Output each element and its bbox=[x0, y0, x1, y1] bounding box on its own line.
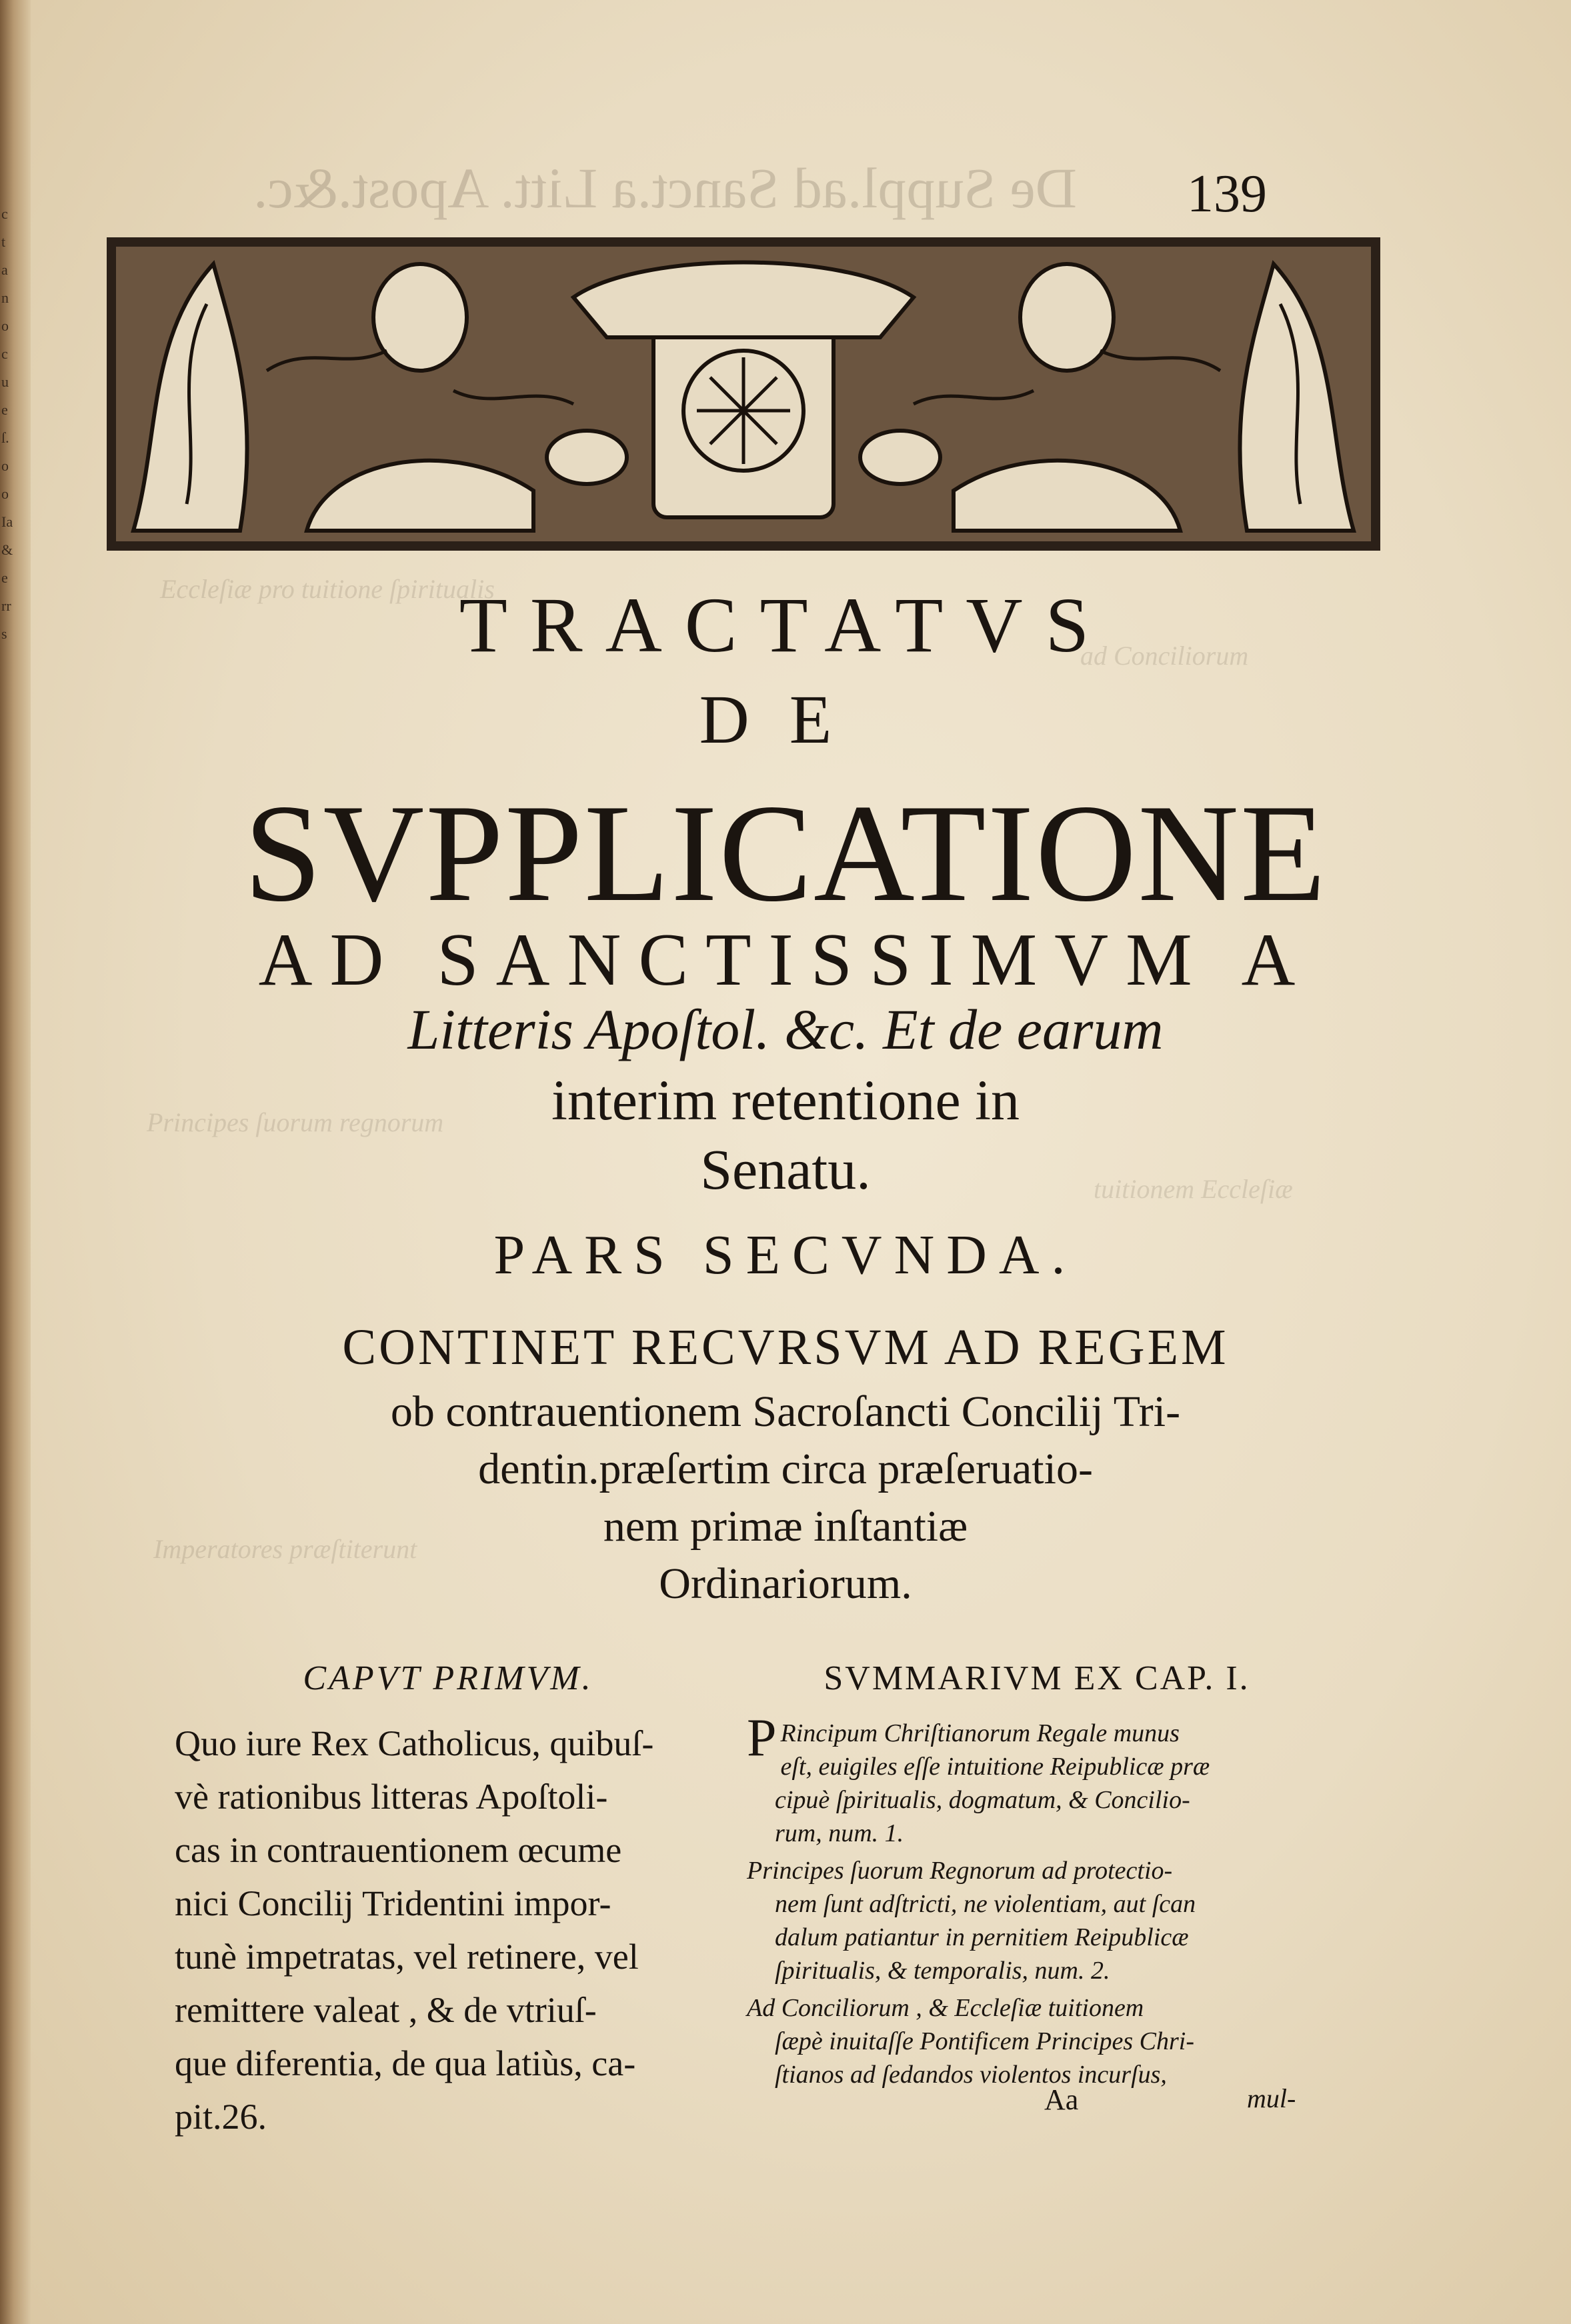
gutter-mark: rr bbox=[1, 597, 11, 614]
gutter-mark: o bbox=[1, 457, 9, 474]
entry-line: Rincipum Chriſtianorum Regale munus bbox=[780, 1719, 1180, 1747]
summary-entry bbox=[747, 1709, 1327, 1850]
page-number: 139 bbox=[1187, 165, 1267, 223]
catchword: mul- bbox=[1247, 2083, 1296, 2113]
entry-line: dalum patiantur in pernitiem Reipublicæ bbox=[775, 1923, 1189, 1951]
show-through-text: Eccleſiæ pro tuitione ſpiritualis bbox=[160, 574, 495, 604]
entry-line: nem ſunt adſtricti, ne violentiam, aut ſcan bbox=[775, 1890, 1196, 1918]
pars-secunda-heading: PARS SECVNDA. bbox=[493, 1224, 1078, 1286]
gutter-mark: t bbox=[1, 233, 6, 250]
entry-line: Ad Conciliorum , & Eccleſiæ tuitionem bbox=[747, 1994, 1144, 2022]
summarium-heading: SVMMARIVM EX CAP. I. bbox=[824, 1659, 1250, 1697]
continet-heading: CONTINET RECVRSVM AD REGEM bbox=[342, 1319, 1229, 1375]
signature-mark: Aa bbox=[1044, 2083, 1079, 2116]
title-ad-sanctissimum: AD SANCTISSIMVM A bbox=[258, 919, 1313, 1001]
show-through-text: Imperatores præſtiterunt bbox=[153, 1534, 417, 1564]
entry-line: cipuè ſpiritualis, dogmatum, & Concilio- bbox=[775, 1786, 1190, 1814]
summary-entry bbox=[747, 1854, 1327, 1987]
gutter-mark: e bbox=[1, 569, 8, 586]
text-line: vè rationibus litteras Apoſtoli- bbox=[175, 1777, 608, 1817]
gutter-mark: & bbox=[1, 541, 13, 558]
title-line: Senatu. bbox=[700, 1137, 871, 1201]
gutter-mark: s bbox=[1, 625, 7, 642]
gutter-mark: c bbox=[1, 345, 8, 362]
entry-line: rum, num. 1. bbox=[775, 1819, 904, 1847]
continet-line: ob contrauentionem Sacroſancti Concilij Tri- bbox=[390, 1387, 1181, 1436]
gutter-mark: a bbox=[1, 261, 8, 278]
gutter-mark: u bbox=[1, 373, 9, 390]
running-head bbox=[253, 155, 1267, 228]
gutter-mark: n bbox=[1, 289, 9, 306]
caput-primum-heading: CAPVT PRIMVM. bbox=[303, 1659, 593, 1697]
title-tractatus: TRACTATVS bbox=[459, 581, 1112, 669]
text-line: tunè impetratas, vel retinere, vel bbox=[175, 1937, 639, 1977]
drop-cap: P bbox=[747, 1709, 777, 1767]
show-through-text: Principes ſuorum regnorum bbox=[147, 1107, 444, 1137]
summarium-column bbox=[747, 1659, 1327, 2091]
title-line: Litteris Apoſtol. &c. Et de earum bbox=[407, 997, 1164, 1061]
text-line: pit.26. bbox=[175, 2097, 267, 2137]
summary-entry bbox=[747, 1991, 1327, 2091]
continet-line: nem primæ inſtantiæ bbox=[603, 1502, 968, 1551]
gutter-mark: o bbox=[1, 317, 9, 334]
gutter-mark: o bbox=[1, 485, 9, 502]
text-line: Quo iure Rex Catholicus, quibuſ- bbox=[175, 1723, 654, 1763]
text-line: remittere valeat , & de vtriuſ- bbox=[175, 1990, 597, 2030]
title-line: interim retentione in bbox=[551, 1068, 1020, 1132]
text-line: nici Concilij Tridentini impor- bbox=[175, 1883, 611, 1923]
continet-line: dentin.præſertim circa præſeruatio- bbox=[478, 1445, 1093, 1493]
entry-line: Principes ſuorum Regnorum ad protectio- bbox=[747, 1857, 1173, 1885]
title-de: DE bbox=[699, 681, 872, 758]
entry-line: ſtianos ad ſedandos violentos incurſus, bbox=[775, 2061, 1167, 2089]
gutter-mark: ſ. bbox=[1, 429, 9, 446]
caput-text bbox=[175, 1717, 721, 2143]
title-main: SVPPLICATIONE bbox=[243, 776, 1328, 931]
gutter-mark: c bbox=[1, 205, 8, 222]
entry-line: eſt, euigiles eſſe intuitione Reipublicæ præ bbox=[780, 1753, 1210, 1781]
caput-primum-column bbox=[175, 1659, 721, 2143]
entry-line: ſæpè inuitaſſe Pontificem Principes Chri- bbox=[775, 2027, 1195, 2055]
text-line: cas in contrauentionem œcume bbox=[175, 1830, 622, 1870]
bleed-through-heading: De Suppl.ad Sanct.a Litt. Apost.&c. bbox=[253, 156, 1077, 220]
ornamental-headpiece-woodcut bbox=[107, 237, 1380, 551]
entry-line: ſpiritualis, & temporalis, num. 2. bbox=[775, 1957, 1110, 1985]
show-through-text: ad Conciliorum bbox=[1080, 641, 1249, 671]
show-through-text: tuitionem Eccleſiæ bbox=[1094, 1174, 1293, 1204]
text-line: que diferentia, de qua latiùs, ca- bbox=[175, 2043, 636, 2083]
gutter-mark: Ia bbox=[1, 513, 13, 530]
continet-line: Ordinariorum. bbox=[659, 1559, 912, 1608]
gutter-mark: e bbox=[1, 401, 8, 418]
